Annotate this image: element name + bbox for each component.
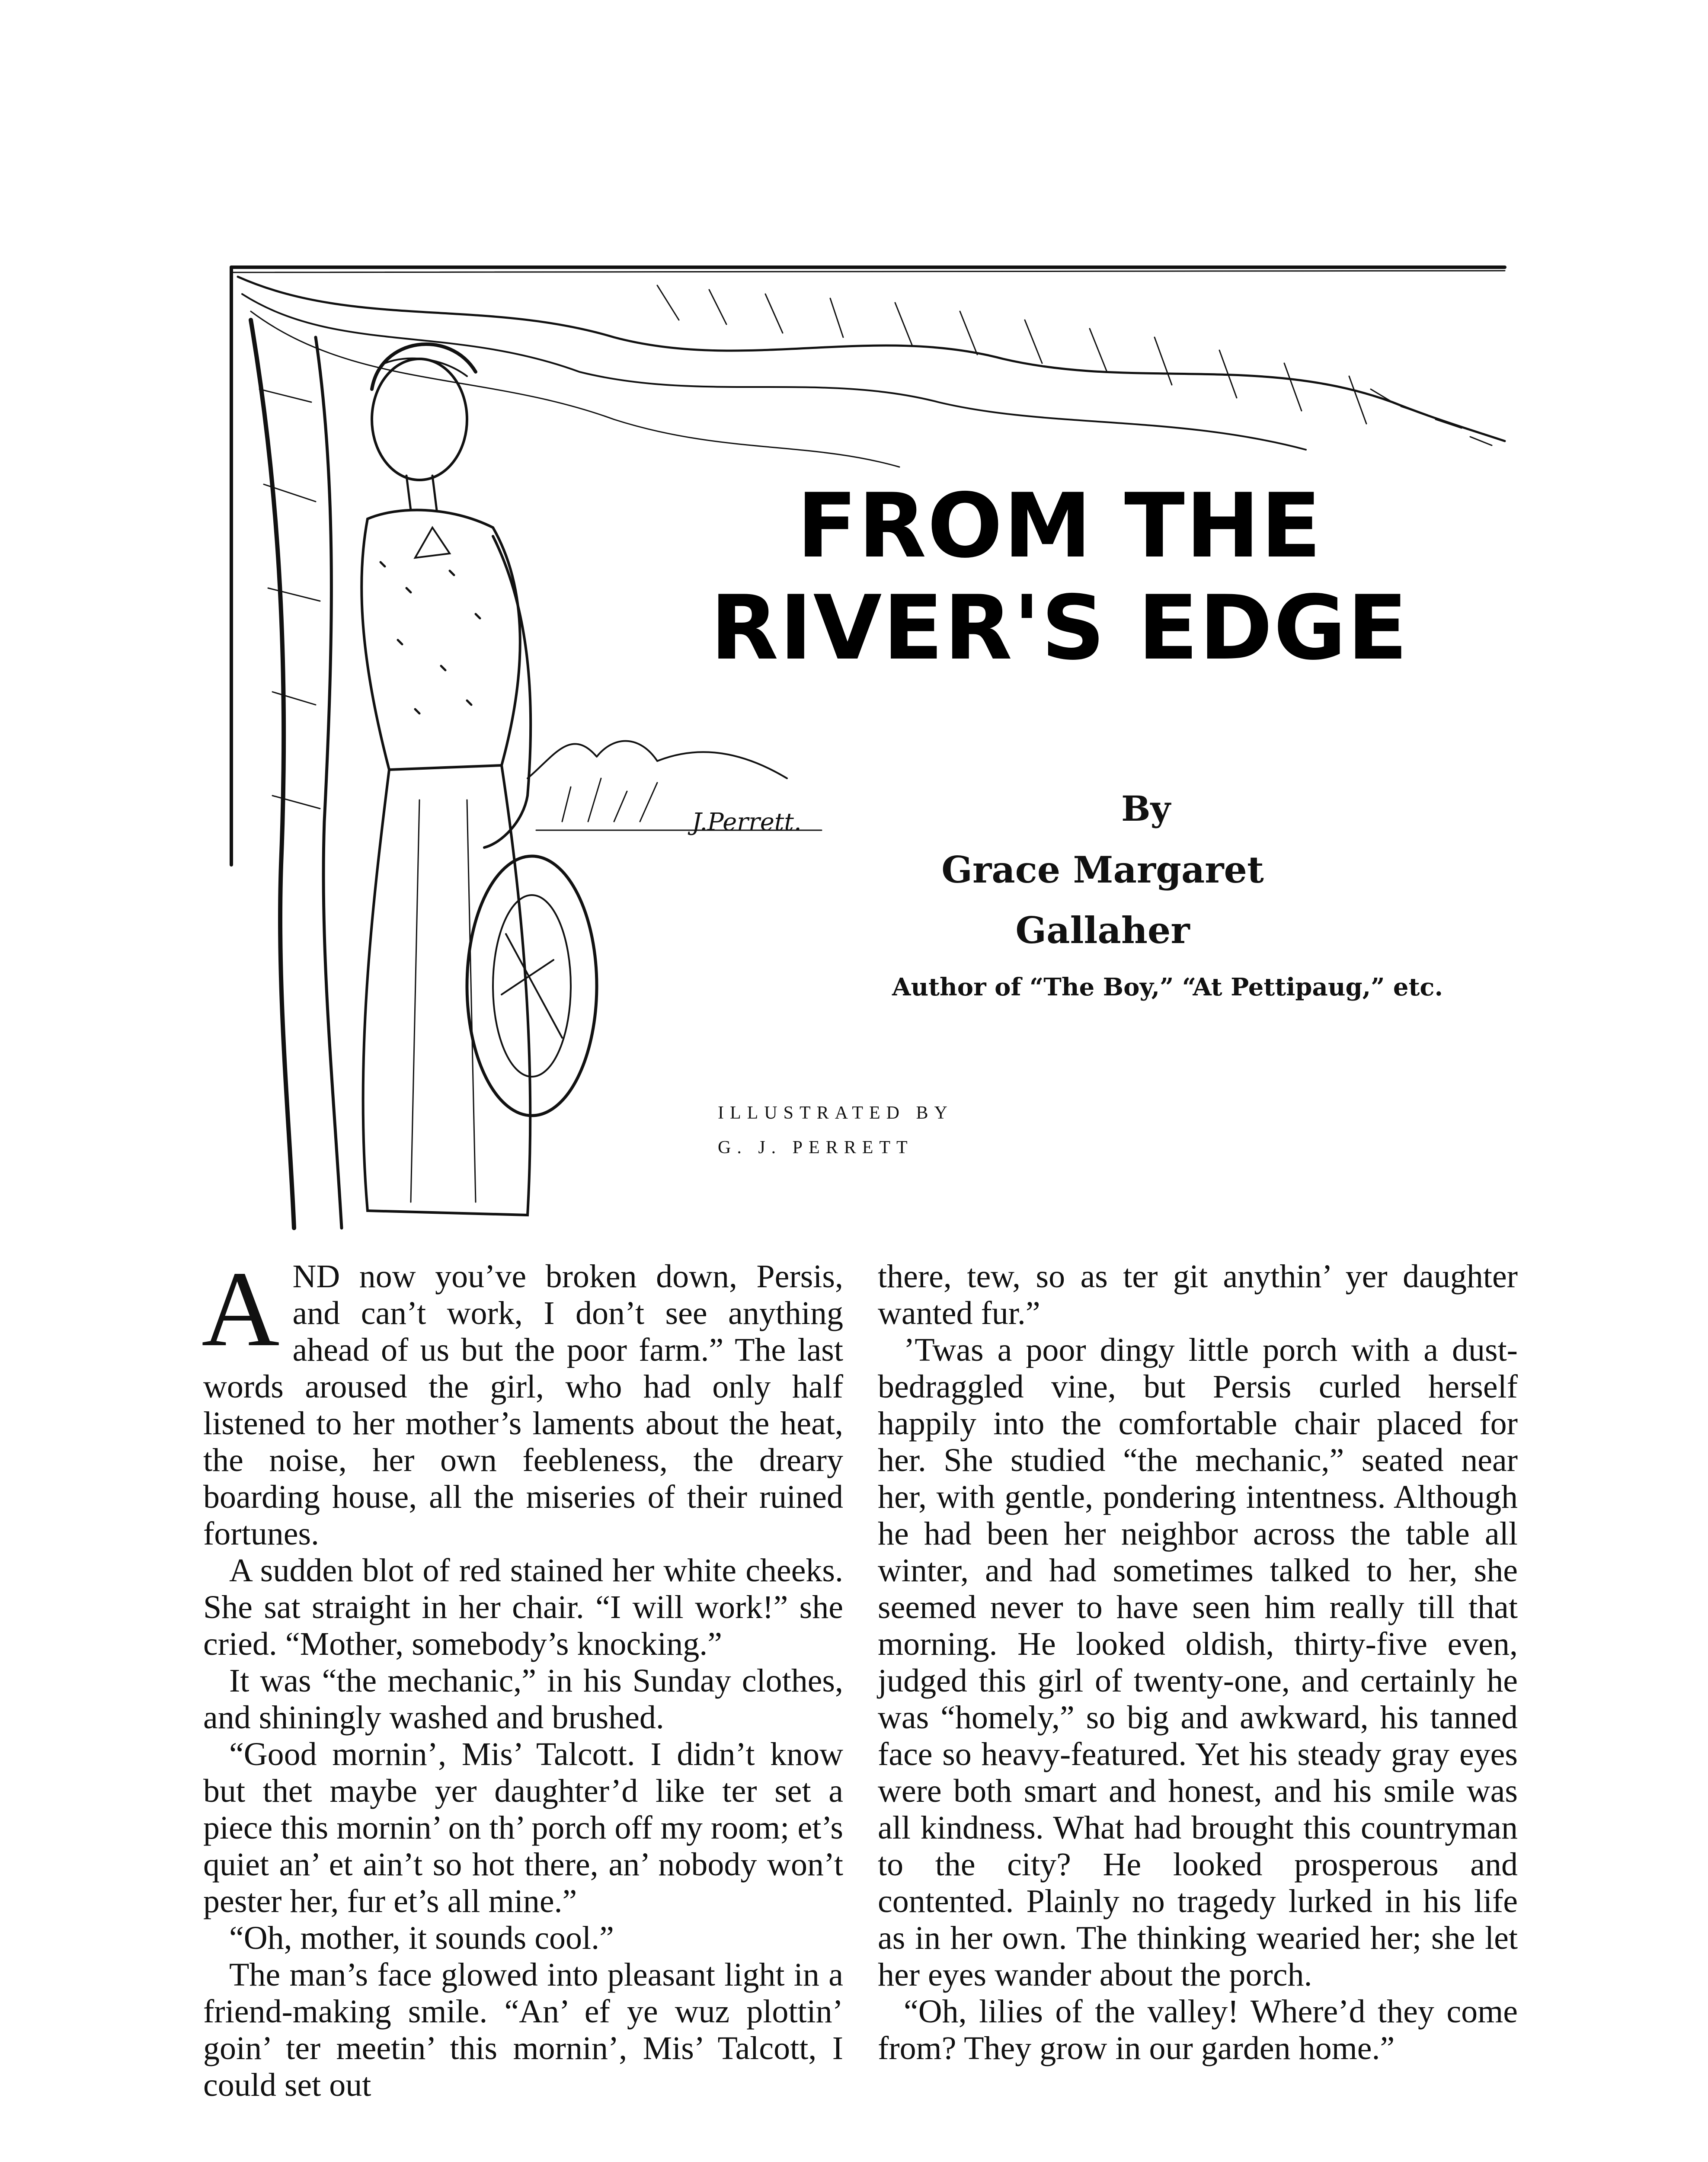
- paragraph: “Good mornin’, Mis’ Talcott. I didn’t know but thet maybe yer daughter’d like ter set a piece this mornin’ on th’ porch off my room; et’s quiet an’ et ain’t so hot there, an’ nobody won’t pester her, fur et’s all mine.”: [203, 1736, 843, 1919]
- paragraph: ’Twas a poor dingy little porch with a dust-bedraggled vine, but Persis curled herself happily into the comfortable chair placed for her. She studied “the mechanic,” seated near her, with gentle, pondering intentness. Although he had been her neighbor across the table all winter, and had sometimes talked to her, she seemed never to have seen him really till that morning. He looked oldish, thirty-five even, judged this girl of twenty-one, and certainly he was “homely,” so big and awkward, his tanned face so heavy-featured. Yet his steady gray eyes were both smart and honest, and his smile was all kindness. What had brought this countryman to the city? He looked prosperous and contented. Plainly no tragedy lurked in his life as in her own. The thinking wearied her; she let her eyes wander about the porch.: [878, 1332, 1518, 1993]
- paragraph: The man’s face glowed into pleasant light in a friend-making smile. “An’ ef ye wuz plottin’ goin’ ter meetin’ this mornin’, Mis’ Talcott, I could set out: [203, 1957, 843, 2103]
- illustrator-signature: J.Perrett.: [692, 808, 802, 836]
- paragraph: “Oh, lilies of the valley! Where’d they come from? They grow in our garden home.”: [878, 1993, 1518, 2066]
- author-credit: Author of “The Boy,” “At Pettipaug,” etc.: [892, 973, 1443, 1001]
- paragraph-text: ND now you’ve broken down, Persis, and can’t work, I don’t see anything ahead of us but the poor farm.” The last words aroused the girl, who had only half listened to her mother’s laments about the heat, the noise, her own feebleness, the dreary boarding house, all the miseries of their ruined fortunes.: [203, 1258, 843, 1552]
- paragraph: A sudden blot of red stained her white cheeks. She sat straight in her chair. “I will work!” she cried. “Mother, somebody’s knocking.”: [203, 1552, 843, 1662]
- illustrator-name: G. J. PERRETT: [718, 1138, 914, 1158]
- author-name-line-1: Grace Margaret: [941, 848, 1264, 891]
- paragraph: It was “the mechanic,” in his Sunday clothes, and shiningly washed and brushed.: [203, 1663, 843, 1736]
- title-line-1: FROM THE: [796, 475, 1322, 578]
- title-line-2: RIVER'S EDGE: [710, 576, 1409, 680]
- paragraph: [202, 1249, 843, 1552]
- paragraph: “Oh, mother, it sounds cool.”: [229, 1920, 614, 1956]
- drop-cap: A: [202, 1249, 280, 1369]
- text-column-left: [202, 1249, 843, 2104]
- byline-by: By: [1121, 788, 1171, 829]
- paragraph: there, tew, so as ter git anythin’ yer daughter wanted fur.”: [878, 1258, 1518, 1331]
- author-name-line-2: Gallaher: [1015, 909, 1190, 952]
- illustrated-by-label: ILLUSTRATED BY: [718, 1103, 953, 1123]
- girl-under-tree-illustration: [225, 259, 1513, 1237]
- article-title: [692, 476, 1427, 680]
- text-column-right: [878, 1258, 1518, 2067]
